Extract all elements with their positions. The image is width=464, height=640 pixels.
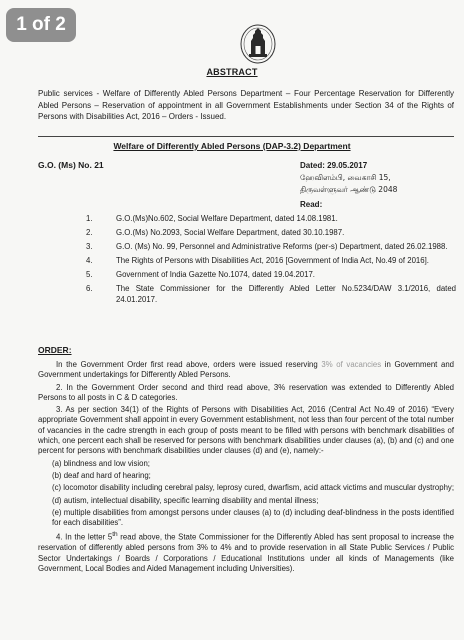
clause-b: (b) deaf and hard of hearing; [52, 470, 151, 480]
order-body [38, 360, 454, 576]
paragraph-1: In the Government Order first read above, orders were issued reserving 3% of vacancies in Government and Government undertakings for Differently Abled Persons. [38, 360, 454, 380]
reference-item: 5. Government of India Gazette No.1074, dated 19.04.2017. [86, 270, 315, 279]
government-emblem [240, 24, 276, 64]
tamil-date-line-1: ஹேவிளம்பி, வைகாசி 15, [300, 173, 391, 182]
reference-item: 4. The Rights of Persons with Disabilities Act, 2016 [Government of India Act, No.49 of 2016]. [86, 256, 429, 265]
reference-item: 1. G.O.(Ms)No.602, Social Welfare Department, dated 14.08.1981. [86, 214, 338, 223]
reference-item: 3. G.O. (Ms) No. 99, Personnel and Administrative Reforms (per-s) Department, dated 26.02.1988. [86, 242, 448, 251]
divider [38, 136, 454, 137]
page-indicator: 1 of 2 [6, 8, 76, 42]
subject-paragraph: Public services - Welfare of Differently Abled Persons Department – Four Percentage Reservation for Differently Abled Persons – Reservation of appointment in all Government Establishments under Section 34 of the Rights of Persons with Disabilities Act, 2016 – Orders - Issued. [38, 89, 454, 121]
clause-a: (a) blindness and low vision; [52, 458, 150, 468]
paragraph-4: 4. In the letter 5th read above, the State Commissioner for the Differently Abled has sent proposal to increase the reservation of differently abled persons from 3% to 4% and to provide reservation in all State Public Services / Public Sector Undertakings / Boards / Corporations / Educational Institutions under all kinds of Managements (like Government, Local Bodies and Aided Management including Universities). [38, 531, 454, 573]
references-list [86, 214, 456, 309]
paragraph-2: 2. In the Government Order second and third read above, 3% reservation was extended to Differently Abled Persons to all posts in C & D categories. [38, 382, 454, 402]
dated-line: Dated: 29.05.2017 [300, 161, 368, 170]
clause-e: (e) multiple disabilities from amongst persons under clauses (a) to (d) including deaf-blindness in the posts identified for each disabilities”. [52, 507, 454, 528]
abstract-heading: ABSTRACT [206, 67, 258, 77]
department-heading: Welfare of Differently Abled Persons (DAP-3.2) Department [113, 141, 351, 151]
reference-item: 6. The State Commissioner for the Differently Abled Letter No.5234/DAW 3.1/2016, dated 24.01.2017. [86, 284, 456, 304]
dated-block [300, 160, 397, 211]
paragraph-3: 3. As per section 34(1) of the Rights of Persons with Disabilities Act, 2016 (Central Act No.49 of 2016) “Every appropriate Government shall appoint in every Government establishment, not less than four percent of the total number of vacancies in the cadre strength in each group of posts meant to be filled with persons with benchmark disabilities of which, one percent each shall be reserved for persons with benchmark disabilities under clauses (a), (b) and (c) and one percent for persons with benchmark disabilities under clauses (d) and (e), namely:- [38, 405, 454, 456]
read-label: Read: [300, 200, 323, 209]
tamil-date-line-2: திருவள்ளுவர் ஆண்டு 2048 [300, 185, 398, 194]
reference-item: 2. G.O.(Ms) No.2093, Social Welfare Department, dated 30.10.1987. [86, 228, 345, 237]
clause-c: (c) locomotor disability including cerebral palsy, leprosy cured, dwarfism, acid attack victims and muscular dystrophy; [52, 483, 454, 493]
clause-d: (d) autism, intellectual disability, specific learning disability and mental illness; [52, 495, 319, 505]
order-heading: ORDER: [38, 345, 72, 355]
go-number: G.O. (Ms) No. 21 [38, 160, 104, 170]
